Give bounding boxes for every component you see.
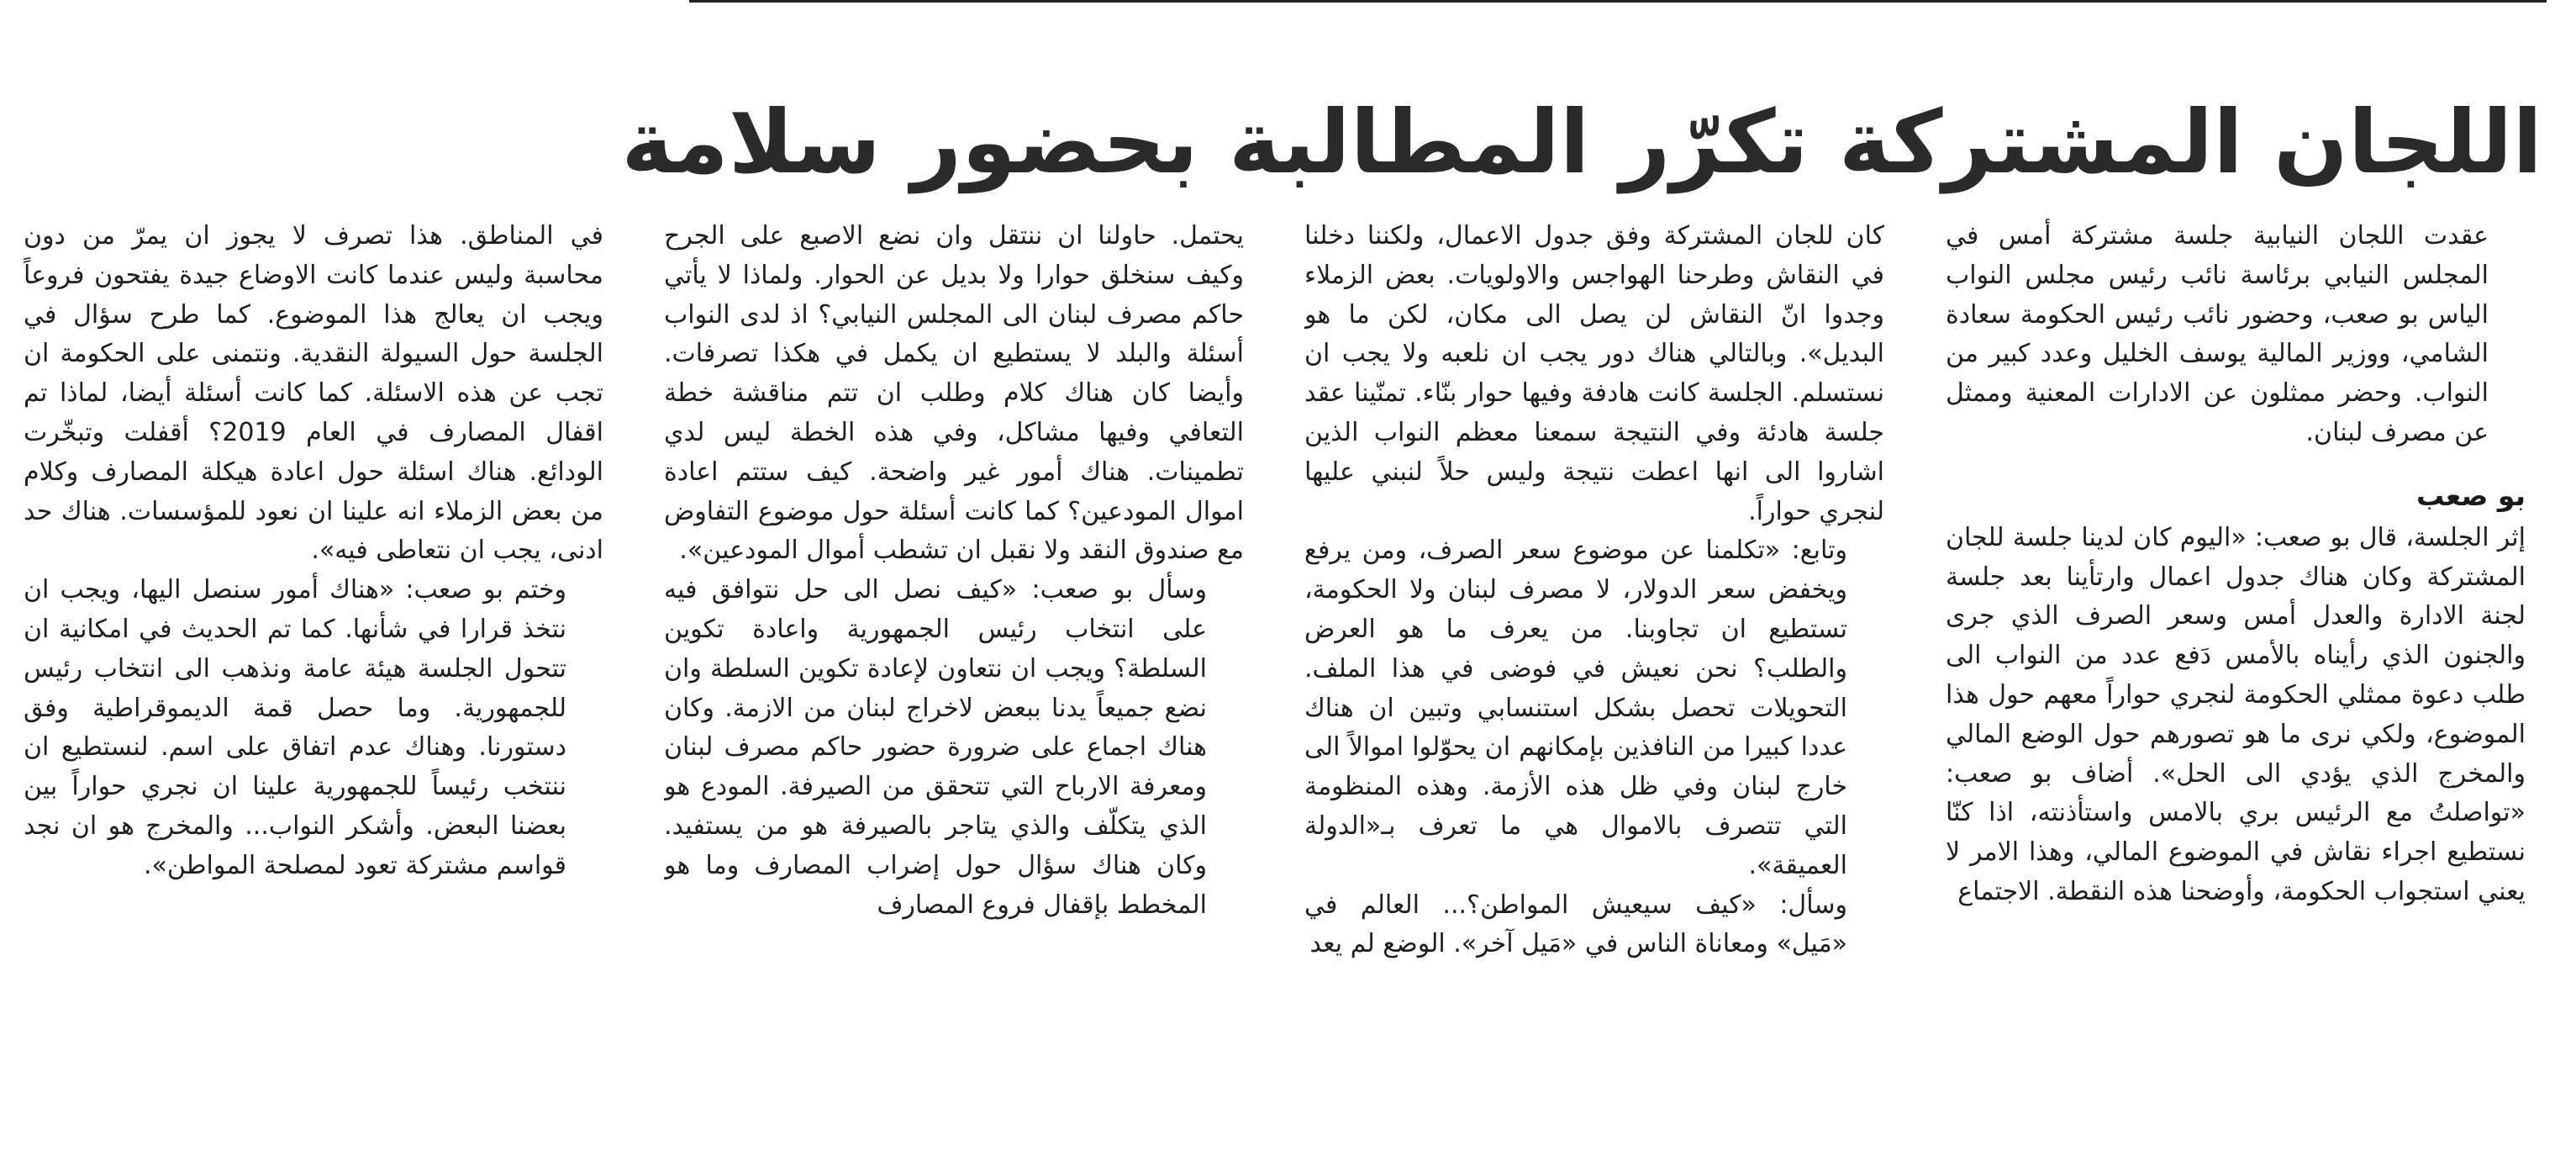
column-1-paragraph-1: عقدت اللجان النيابية جلسة مشتركة أمس في المجلس النيابي برئاسة نائب رئيس مجلس النواب الياس بو صعب، وحضور نائب رئيس الحكومة سعادة الشامي، ووزير المالية يوسف الخليل وعدد كبير من النواب. وحضر ممثلون عن الادارات المعنية وممثل عن مصرف لبنان. (1946, 221, 2489, 447)
column-2-paragraph-3: وسأل: «كيف سيعيش المواطن؟... العالم في «مَيل» ومعاناة الناس في «مَيل آخر». الوضع لم يعد (1304, 890, 1847, 959)
article-headline: اللجان المشتركة تكرّر المطالبة بحضور سلامة (621, 90, 2542, 193)
column-2-paragraph-2: وتابع: «تكلمنا عن موضوع سعر الصرف، ومن يرفع ويخفض سعر الدولار، لا مصرف لبنان ولا الحكومة، تستطيع ان تجاوبنا. من يعرف ما هو العرض والطلب؟ نحن نعيش في فوضى في هذا الملف. التحويلات تحصل بشكل استنسابي وتبين ان هناك عددا كبيرا من النافذين بإمكانهم ان يحوّلوا اموالاً الى خارج لبنان وفي ظل هذه الأزمة. وهذه المنظومة التي تتصرف بالاموال هي ما تعرف بـ«الدولة العميقة». (1304, 536, 1847, 880)
article-column-3 (664, 217, 1244, 1066)
column-4-paragraph-1: في المناطق. هذا تصرف لا يجوز ان يمرّ من دون محاسبة وليس عندما كانت الاوضاع جيدة يفتحون فروعاً ويجب ان يعالج هذا الموضوع. كما طرح سؤال في الجلسة حول السيولة النقدية. ونتمنى على الحكومة ان تجب عن هذه الاسئلة. كما كانت أسئلة أيضا، لماذا تم اقفال المصارف في العام 2019؟ أقفلت وتبخّرت الودائع. هناك اسئلة حول اعادة هيكلة المصارف وكلام من بعض الزملاء انه علينا ان نعود للمؤسسات. هناك حد ادنى، يجب ان نتعاطى فيه». (24, 221, 603, 566)
column-3-paragraph-1: يحتمل. حاولنا ان ننتقل وان نضع الاصبع على الجرح وكيف سنخلق حوارا ولا بديل عن الحوار. ولماذا لا يأتي حاكم مصرف لبنان الى المجلس النيابي؟ اذ لدى النواب أسئلة والبلد لا يستطيع ان يكمل في هكذا تصرفات. وأيضا كان هناك كلام وطلب ان تتم مناقشة خطة التعافي وفيها مشاكل، وفي هذه الخطة ليس لدي تطمينات. هناك أمور غير واضحة. كيف ستتم اعادة اموال المودعين؟ كما كانت أسئلة حول موضوع التفاوض مع صندوق النقد ولا نقبل ان تشطب أموال المودعين». (664, 221, 1244, 566)
article-column-4 (24, 217, 603, 1066)
article-column-2 (1304, 217, 1884, 1066)
article-column-1 (1946, 217, 2526, 1066)
column-3-paragraph-2: وسأل بو صعب: «كيف نصل الى حل نتوافق فيه على انتخاب رئيس الجمهورية واعادة تكوين السلطة؟ ويجب ان نتعاون لإعادة تكوين السلطة وان نضع جميعاً يدنا ببعض لاخراج لبنان من الازمة. وكان هناك اجماع على ضرورة حضور حاكم مصرف لبنان ومعرفة الارباح التي تتحقق من الصيرفة. المودع هو الذي يتكلّف والذي يتاجر بالصيرفة هو من يستفيد. وكان هناك سؤال حول إضراب المصارف وما هو المخطط بإقفال فروع المصارف (664, 575, 1207, 920)
column-1-paragraph-2: إثر الجلسة، قال بو صعب: «اليوم كان لدينا جلسة للجان المشتركة وكان هناك جدول اعمال وارتأينا بعد جلسة لجنة الادارة والعدل أمس وسعر الصرف الذي جرى والجنون الذي رأيناه بالأمس دَفع عدد من النواب الى طلب دعوة ممثلي الحكومة لنجري حواراً معهم حول هذا الموضوع، ولكي نرى ما هو تصورهم حول الوضع المالي والمخرج الذي يؤدي الى الحل». أضاف بو صعب: «تواصلتُ مع الرئيس بري بالامس واستأذنته، اذا كنّا نستطيع اجراء نقاش في الموضوع المالي، وهذا الامر لا يعني استجواب الحكومة، وأوضحنا هذه النقطة. الاجتماع (1946, 522, 2526, 906)
column-2-paragraph-1: كان للجان المشتركة وفق جدول الاعمال، ولكننا دخلنا في النقاش وطرحنا الهواجس والاولويات. بعض الزملاء وجدوا انّ النقاش لن يصل الى مكان، لكن ما هو البديل». وبالتالي هناك دور يجب ان نلعبه ولا يجب ان نستسلم. الجلسة كانت هادفة وفيها حوار بنّاء. تمنّينا عقد جلسة هادئة وفي النتيجة سمعنا معظم النواب الذين اشاروا الى انها اعطت نتيجة وليس حلاً لنبني عليها لنجري حواراً. (1304, 221, 1884, 526)
top-rule (689, 0, 2547, 3)
section-subhead: بو صعب (2415, 478, 2526, 512)
column-4-paragraph-2: وختم بو صعب: «هناك أمور سنصل اليها، ويجب ان نتخذ قرارا في شأنها. كما تم الحديث في امكانية ان تتحول الجلسة هيئة عامة ونذهب الى انتخاب رئيس للجمهورية. وما حصل قمة الديموقراطية وفق دستورنا. وهناك عدم اتفاق على اسم. لنستطيع ان ننتخب رئيساً للجمهورية علينا ان نجري حواراً بين بعضنا البعض. وأشكر النواب... والمخرج هو ان نجد قواسم مشتركة تعود لمصلحة المواطن». (24, 575, 566, 880)
